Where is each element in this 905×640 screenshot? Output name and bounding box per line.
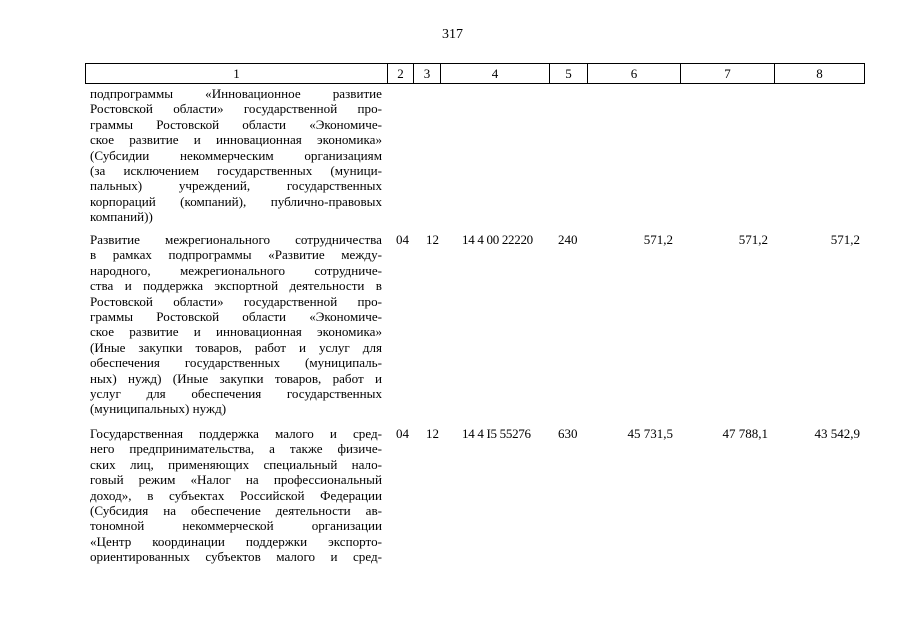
header-cell-3: 3 — [413, 63, 441, 84]
description-line: ское развитие и инновационная экономика» — [90, 324, 382, 340]
description-line: граммы Ростовской области «Экономиче- — [90, 116, 382, 132]
cell-section: 04 — [396, 426, 409, 441]
description-line: ства и поддержка экспортной деятельности в — [90, 278, 382, 294]
header-cell-2: 2 — [387, 63, 414, 84]
description-line: (муниципальных) нужд) — [90, 401, 227, 417]
description-line: него предпринимательства, а также физиче- — [90, 441, 382, 457]
cell-amount-6: 45 731,5 — [627, 426, 673, 441]
cell-target-article: 14 4 00 22220 — [462, 232, 533, 247]
table-header — [86, 63, 865, 84]
description-line: ориентированных субъектов малого и сред- — [90, 549, 382, 565]
description-line: ных) нужд) (Иные закупки товаров, работ и — [90, 370, 382, 386]
header-cell-8: 8 — [774, 63, 865, 84]
description-line: ское развитие и инновационная экономика» — [90, 132, 382, 148]
cell-subsection: 12 — [426, 232, 439, 247]
cell-amount-7: 47 788,1 — [722, 426, 768, 441]
description-line: в рамках подпрограммы «Развитие между- — [90, 247, 382, 263]
description-line: услуг для обеспечения государственных — [90, 386, 382, 402]
cell-amount-6: 571,2 — [643, 232, 673, 247]
description-line: (Иные закупки товаров, работ и услуг для — [90, 339, 382, 355]
description-line: Государственная поддержка малого и сред- — [90, 426, 382, 441]
header-cell-5: 5 — [549, 63, 588, 84]
description-line: корпораций (компаний), публично-правовых — [90, 193, 382, 209]
description-line: ских лиц, применяющих специальный нало- — [90, 456, 382, 472]
header-cell-1: 1 — [85, 63, 388, 84]
description-line: подпрограммы «Инновационное развитие — [90, 86, 382, 101]
page-number: 317 — [442, 27, 463, 42]
cell-amount-8: 571,2 — [830, 232, 860, 247]
description-line: говый режим «Налог на профессиональный — [90, 472, 382, 488]
description-line: Ростовской области» государственной про- — [90, 101, 382, 117]
cell-amount-8: 43 542,9 — [814, 426, 860, 441]
row-description — [90, 426, 382, 565]
row-description — [90, 86, 382, 225]
cell-section: 04 — [396, 232, 409, 247]
description-line: (за исключением государственных (муници- — [90, 163, 382, 179]
description-line: пальных) учреждений, государственных — [90, 178, 382, 194]
cell-subsection: 12 — [426, 426, 439, 441]
description-line: (Субсидия на обеспечение деятельности ав- — [90, 503, 382, 519]
cell-amount-7: 571,2 — [738, 232, 768, 247]
description-line: тономной некоммерческой организации — [90, 518, 382, 534]
description-line: народного, межрегионального сотрудниче- — [90, 262, 382, 278]
description-line: компаний)) — [90, 209, 153, 225]
description-line: Ростовской области» государственной про- — [90, 293, 382, 309]
description-line: Развитие межрегионального сотрудничества — [90, 232, 382, 247]
description-line: граммы Ростовской области «Экономиче- — [90, 309, 382, 325]
cell-expense-type: 630 — [558, 426, 578, 441]
header-cell-4: 4 — [440, 63, 550, 84]
cell-target-article: 14 4 I5 55276 — [462, 426, 531, 441]
description-line: обеспечения государственных (муниципаль- — [90, 355, 382, 371]
row-description — [90, 232, 382, 417]
description-line: (Субсидии некоммерческим организациям — [90, 147, 382, 163]
header-cell-6: 6 — [587, 63, 681, 84]
description-line: доход», в субъектах Российской Федерации — [90, 487, 382, 503]
cell-expense-type: 240 — [558, 232, 578, 247]
description-line: «Центр координации поддержки экспорто- — [90, 533, 382, 549]
header-cell-7: 7 — [680, 63, 775, 84]
